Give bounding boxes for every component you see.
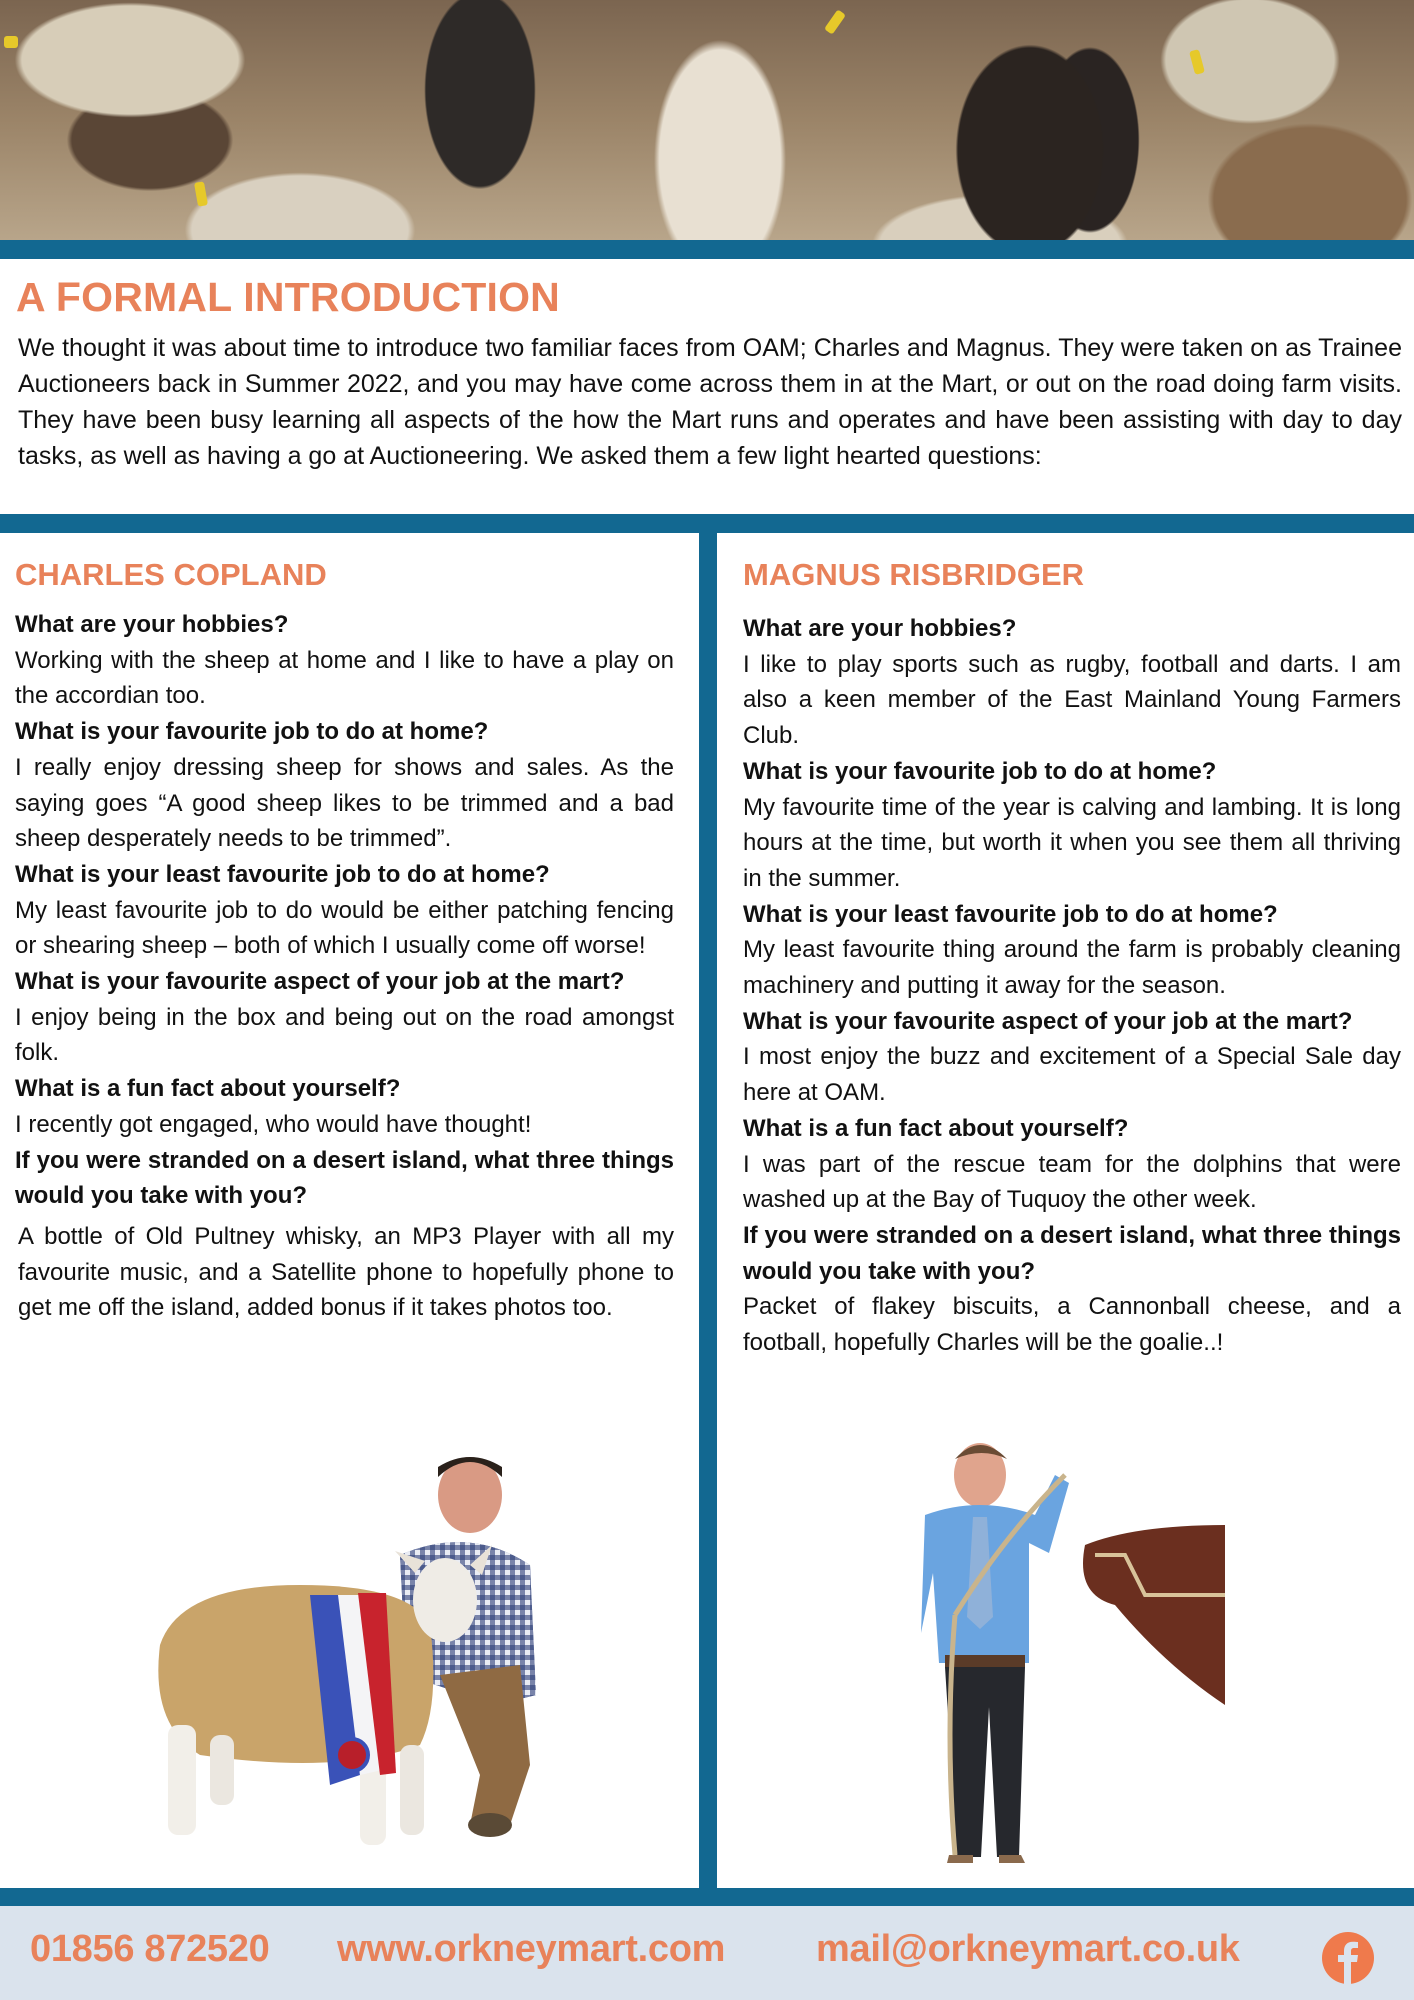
answer: I really enjoy dressing sheep for shows and sales. As the saying goes “A good sheep likes to be trimmed and a bad sheep desperately needs to be trimmed”. bbox=[15, 753, 674, 853]
qa-list bbox=[15, 607, 674, 1326]
answer: I like to play sports such as rugby, football and darts. I am also a keen member of the East Mainland Young Farmers Club. bbox=[743, 650, 1401, 750]
question: What are your hobbies? bbox=[15, 611, 289, 638]
sheep-leg bbox=[400, 1745, 424, 1835]
magnus-with-cow-photo bbox=[915, 1435, 1225, 1865]
profile-name: MAGNUS RISBRIDGER bbox=[743, 557, 1085, 592]
answer: I was part of the rescue team for the dolphins that were washed up at the Bay of Tuquoy the other week. bbox=[743, 1150, 1401, 1214]
answer: My least favourite thing around the farm is probably cleaning machinery and putting it away for the season. bbox=[743, 936, 1401, 1000]
website-link[interactable]: www.orkneymart.com bbox=[337, 1928, 726, 1970]
intro-title: A FORMAL INTRODUCTION bbox=[16, 274, 560, 320]
contact-footer bbox=[0, 1906, 1414, 2000]
question: What is your favourite aspect of your job at the mart? bbox=[743, 1007, 1353, 1035]
email-link[interactable]: mail@orkneymart.co.uk bbox=[816, 1928, 1240, 1970]
question: What is your favourite job to do at home? bbox=[15, 718, 489, 746]
question: If you were stranded on a desert island, what three things would you take with you? bbox=[15, 1146, 674, 1210]
sheep-head bbox=[413, 1558, 477, 1642]
answer: A bottle of Old Pultney whisky, an MP3 Player with all my favourite music, and a Satellite phone to hopefully phone to get me off the island, added bonus if it takes photos too. bbox=[18, 1222, 674, 1322]
bottom-divider-band bbox=[0, 1888, 1414, 1906]
answer: I most enjoy the buzz and excitement of a Special Sale day here at OAM. bbox=[743, 1043, 1401, 1107]
question: What is your least favourite job to do at home? bbox=[15, 860, 550, 888]
phone-link[interactable]: 01856 872520 bbox=[30, 1928, 270, 1970]
boot bbox=[468, 1813, 512, 1837]
jeans bbox=[945, 1667, 1025, 1857]
ear-tag-icon bbox=[824, 9, 846, 34]
question: If you were stranded on a desert island, what three things would you take with you? bbox=[743, 1221, 1401, 1285]
trousers bbox=[440, 1665, 530, 1825]
question: What is your favourite aspect of your job at the mart? bbox=[15, 968, 625, 996]
profile-name: CHARLES COPLAND bbox=[15, 557, 327, 592]
blue-shirt bbox=[921, 1475, 1069, 1663]
qa-list bbox=[743, 611, 1401, 1361]
column-divider bbox=[699, 533, 717, 1888]
facebook-icon[interactable] bbox=[1322, 1932, 1374, 1984]
ear-tag-icon bbox=[1189, 49, 1205, 75]
question: What is your least favourite job to do at home? bbox=[743, 900, 1278, 928]
question: What are your hobbies? bbox=[743, 615, 1017, 642]
shoes bbox=[947, 1855, 1025, 1863]
intro-paragraph: We thought it was about time to introduce two familiar faces from OAM; Charles and Magnus. They were taken on as Trainee Auctioneers back in Summer 2022, and you may have come across them in at the Mart, or out on the road doing farm visits. They have been busy learning all aspects of the how the Mart runs and operates and have been assisting with day to day tasks, as well as having a go at Auctioneering. We asked them a few light hearted questions: bbox=[18, 334, 1402, 470]
sheep-leg bbox=[168, 1725, 196, 1835]
question: What is a fun fact about yourself? bbox=[743, 1114, 1129, 1142]
header-sheep-photo bbox=[0, 0, 1414, 240]
answer: My favourite time of the year is calving and lambing. It is long hours at the time, but worth it when you see them all thriving in the summer. bbox=[743, 793, 1401, 892]
question: What is a fun fact about yourself? bbox=[15, 1075, 401, 1103]
charles-with-sheep-photo bbox=[140, 1455, 540, 1865]
section-divider-band bbox=[0, 514, 1414, 533]
answer: Packet of flakey biscuits, a Cannonball cheese, and a football, hopefully Charles will be the goalie..! bbox=[743, 1293, 1401, 1357]
facebook-glyph bbox=[1322, 1932, 1374, 1984]
answer: I recently got engaged, who would have thought! bbox=[15, 1110, 532, 1138]
answer: My least favourite job to do would be either patching fencing or shearing sheep – both of which I usually come off worse! bbox=[15, 896, 674, 960]
question: What is your favourite job to do at home? bbox=[743, 757, 1217, 785]
rosette-icon bbox=[336, 1739, 368, 1771]
profile-magnus bbox=[743, 533, 1401, 1361]
ear-tag-icon bbox=[194, 181, 208, 206]
answer: Working with the sheep at home and I like to have a play on the accordian too. bbox=[15, 646, 674, 710]
sheep-leg bbox=[210, 1735, 234, 1805]
profile-charles bbox=[15, 533, 674, 1326]
answer: I enjoy being in the box and being out on the road amongst folk. bbox=[15, 1003, 674, 1067]
cow-head bbox=[1083, 1525, 1225, 1705]
top-divider-band bbox=[0, 240, 1414, 259]
ear-tag-icon bbox=[4, 36, 18, 48]
belt bbox=[945, 1655, 1025, 1667]
